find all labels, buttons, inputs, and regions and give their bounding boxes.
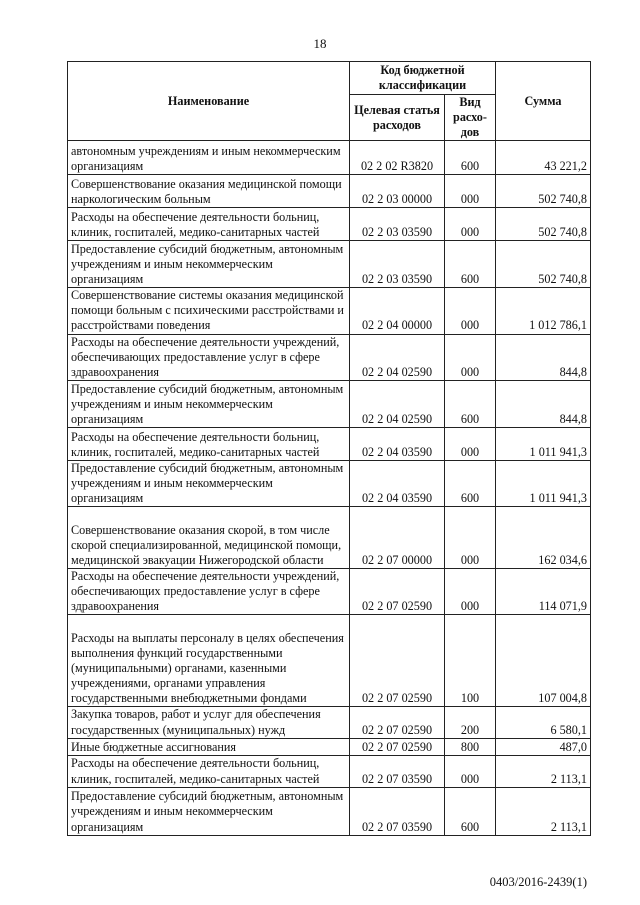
row-code: 02 2 03 03590 xyxy=(350,208,445,241)
row-name: Предоставление субсидий бюджетным, автономным учреждениям и иным некоммерческим организациям xyxy=(68,787,350,835)
row-vid: 000 xyxy=(445,288,496,334)
table-row xyxy=(68,427,591,460)
row-vid: 600 xyxy=(445,380,496,427)
header-name: Наименование xyxy=(68,62,350,141)
row-name: Расходы на обеспечение деятельности больниц, клиник, госпиталей, медико-санитарных частей xyxy=(68,427,350,460)
row-sum: 43 221,2 xyxy=(496,141,591,175)
table-row xyxy=(68,208,591,241)
row-name: Расходы на обеспечение деятельности учреждений, обеспечивающих предоставление услуг в сфере здравоохранения xyxy=(68,569,350,615)
row-vid: 000 xyxy=(445,755,496,787)
row-sum: 2 113,1 xyxy=(496,755,591,787)
row-sum: 1 011 941,3 xyxy=(496,460,591,506)
row-name: Совершенствование оказания скорой, в том числе скорой специализированной, медицинской помощи, медицинской эвакуации Нижегородской области xyxy=(68,507,350,569)
row-vid: 800 xyxy=(445,738,496,755)
row-vid: 200 xyxy=(445,707,496,738)
row-sum: 844,8 xyxy=(496,380,591,427)
row-code: 02 2 07 02590 xyxy=(350,569,445,615)
table-row xyxy=(68,569,591,615)
header-vid: Вид расхо-дов xyxy=(445,95,496,141)
row-sum: 6 580,1 xyxy=(496,707,591,738)
page-number: 18 xyxy=(313,36,327,51)
row-sum: 1 011 941,3 xyxy=(496,427,591,460)
row-code: 02 2 07 00000 xyxy=(350,507,445,569)
budget-table xyxy=(67,61,591,836)
row-code: 02 2 04 00000 xyxy=(350,288,445,334)
table-row xyxy=(68,380,591,427)
document-code: 0403/2016-2439(1) xyxy=(489,875,587,889)
table-row xyxy=(68,288,591,334)
row-name: Иные бюджетные ассигнования xyxy=(68,738,350,755)
table-row xyxy=(68,707,591,738)
row-sum: 1 012 786,1 xyxy=(496,288,591,334)
row-sum: 487,0 xyxy=(496,738,591,755)
row-sum: 114 071,9 xyxy=(496,569,591,615)
header-target: Целевая статья расходов xyxy=(350,95,445,141)
table-row xyxy=(68,755,591,787)
table-row xyxy=(68,175,591,208)
row-vid: 000 xyxy=(445,507,496,569)
row-code: 02 2 07 03590 xyxy=(350,787,445,835)
table-row xyxy=(68,334,591,380)
table-row xyxy=(68,141,591,175)
row-name: Расходы на обеспечение деятельности больниц, клиник, госпиталей, медико-санитарных частей xyxy=(68,208,350,241)
row-sum: 844,8 xyxy=(496,334,591,380)
row-code: 02 2 02 R3820 xyxy=(350,141,445,175)
table-row xyxy=(68,241,591,288)
row-code: 02 2 04 02590 xyxy=(350,334,445,380)
row-vid: 600 xyxy=(445,141,496,175)
table-row xyxy=(68,738,591,755)
row-vid: 000 xyxy=(445,334,496,380)
table-row xyxy=(68,507,591,569)
row-code: 02 2 07 02590 xyxy=(350,738,445,755)
row-sum: 107 004,8 xyxy=(496,615,591,707)
table-row xyxy=(68,787,591,835)
row-code: 02 2 03 00000 xyxy=(350,175,445,208)
row-name: Расходы на обеспечение деятельности больниц, клиник, госпиталей, медико-санитарных частей xyxy=(68,755,350,787)
row-vid: 000 xyxy=(445,427,496,460)
row-sum: 502 740,8 xyxy=(496,208,591,241)
header-sum: Сумма xyxy=(496,62,591,141)
row-code: 02 2 07 02590 xyxy=(350,707,445,738)
row-vid: 000 xyxy=(445,175,496,208)
row-name: Совершенствование оказания медицинской помощи наркологическим больным xyxy=(68,175,350,208)
row-sum: 502 740,8 xyxy=(496,175,591,208)
row-code: 02 2 07 03590 xyxy=(350,755,445,787)
row-code: 02 2 07 02590 xyxy=(350,615,445,707)
row-vid: 000 xyxy=(445,208,496,241)
row-name: Предоставление субсидий бюджетным, автономным учреждениям и иным некоммерческим организациям xyxy=(68,241,350,288)
row-vid: 600 xyxy=(445,787,496,835)
row-vid: 100 xyxy=(445,615,496,707)
row-name: Расходы на обеспечение деятельности учреждений, обеспечивающих предоставление услуг в сфере здравоохранения xyxy=(68,334,350,380)
row-vid: 600 xyxy=(445,241,496,288)
row-code: 02 2 03 03590 xyxy=(350,241,445,288)
row-sum: 162 034,6 xyxy=(496,507,591,569)
row-code: 02 2 04 03590 xyxy=(350,460,445,506)
row-code: 02 2 04 03590 xyxy=(350,427,445,460)
row-code: 02 2 04 02590 xyxy=(350,380,445,427)
row-name: Закупка товаров, работ и услуг для обеспечения государственных (муниципальных) нужд xyxy=(68,707,350,738)
row-name: Расходы на выплаты персоналу в целях обеспечения выполнения функций государственными (муниципальными) органами, казенными учреждениями, органами управления государственными внебюджетными фондами xyxy=(68,615,350,707)
table-row xyxy=(68,460,591,506)
row-sum: 502 740,8 xyxy=(496,241,591,288)
row-name: автономным учреждениям и иным некоммерческим организациям xyxy=(68,141,350,175)
row-sum: 2 113,1 xyxy=(496,787,591,835)
row-name: Предоставление субсидий бюджетным, автономным учреждениям и иным некоммерческим организациям xyxy=(68,460,350,506)
row-vid: 600 xyxy=(445,460,496,506)
table-row xyxy=(68,615,591,707)
row-name: Совершенствование системы оказания медицинской помощи больным с психическими расстройствами и расстройствами поведения xyxy=(68,288,350,334)
header-code-group: Код бюджетной классификации xyxy=(350,62,496,95)
row-name: Предоставление субсидий бюджетным, автономным учреждениям и иным некоммерческим организациям xyxy=(68,380,350,427)
row-vid: 000 xyxy=(445,569,496,615)
